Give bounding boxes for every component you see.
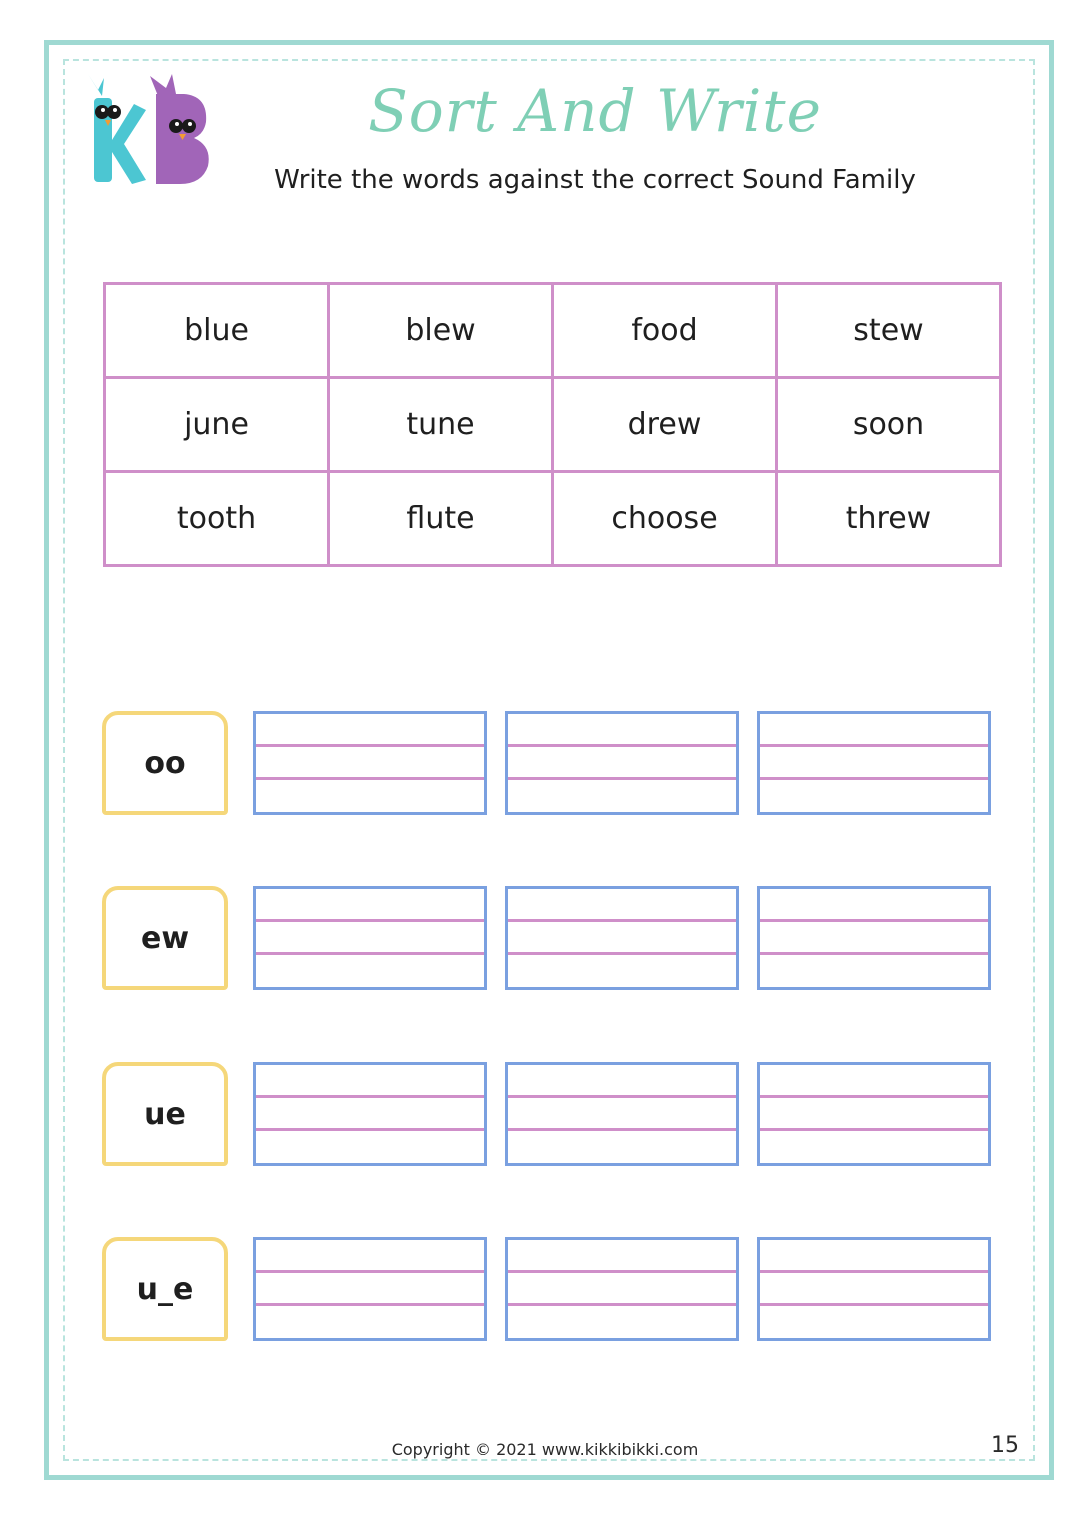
table-row: [105, 472, 1001, 566]
write-box[interactable]: [757, 711, 991, 815]
write-box[interactable]: [757, 1237, 991, 1341]
page-number: 15: [991, 1433, 1019, 1458]
table-row: [105, 284, 1001, 378]
sound-family-row-ue: [102, 1062, 992, 1166]
word-cell: drew: [553, 378, 777, 472]
word-cell: blew: [329, 284, 553, 378]
write-box[interactable]: [253, 711, 487, 815]
kb-logo: [76, 68, 216, 188]
logo-text: KB: [76, 68, 78, 69]
sound-family-label: u_e: [102, 1237, 228, 1341]
page-title: Sort And Write: [368, 77, 822, 145]
write-box[interactable]: [505, 886, 739, 990]
sound-family-label: oo: [102, 711, 228, 815]
write-box[interactable]: [253, 1062, 487, 1166]
write-box[interactable]: [253, 886, 487, 990]
write-box[interactable]: [505, 1237, 739, 1341]
write-box[interactable]: [505, 1062, 739, 1166]
word-cell: june: [105, 378, 329, 472]
word-cell: choose: [553, 472, 777, 566]
copyright-text: Copyright © 2021 www.kikkibikki.com: [391, 1440, 699, 1459]
instructions-text: Write the words against the correct Sound Family: [274, 165, 916, 195]
sound-family-row-oo: [102, 711, 992, 815]
word-cell: blue: [105, 284, 329, 378]
write-box[interactable]: [757, 1062, 991, 1166]
table-row: [105, 378, 1001, 472]
sound-family-row-u_e: [102, 1237, 992, 1341]
sound-family-row-ew: [102, 886, 992, 990]
logo-letter-b: [150, 74, 209, 184]
logo-letter-k: [88, 74, 146, 184]
write-box[interactable]: [757, 886, 991, 990]
word-cell: soon: [777, 378, 1001, 472]
word-cell: stew: [777, 284, 1001, 378]
word-bank-table: [103, 282, 1002, 567]
word-cell: flute: [329, 472, 553, 566]
write-box[interactable]: [505, 711, 739, 815]
write-box[interactable]: [253, 1237, 487, 1341]
word-cell: threw: [777, 472, 1001, 566]
word-cell: tune: [329, 378, 553, 472]
word-cell: food: [553, 284, 777, 378]
word-cell: tooth: [105, 472, 329, 566]
sound-family-label: ew: [102, 886, 228, 990]
sound-family-label: ue: [102, 1062, 228, 1166]
